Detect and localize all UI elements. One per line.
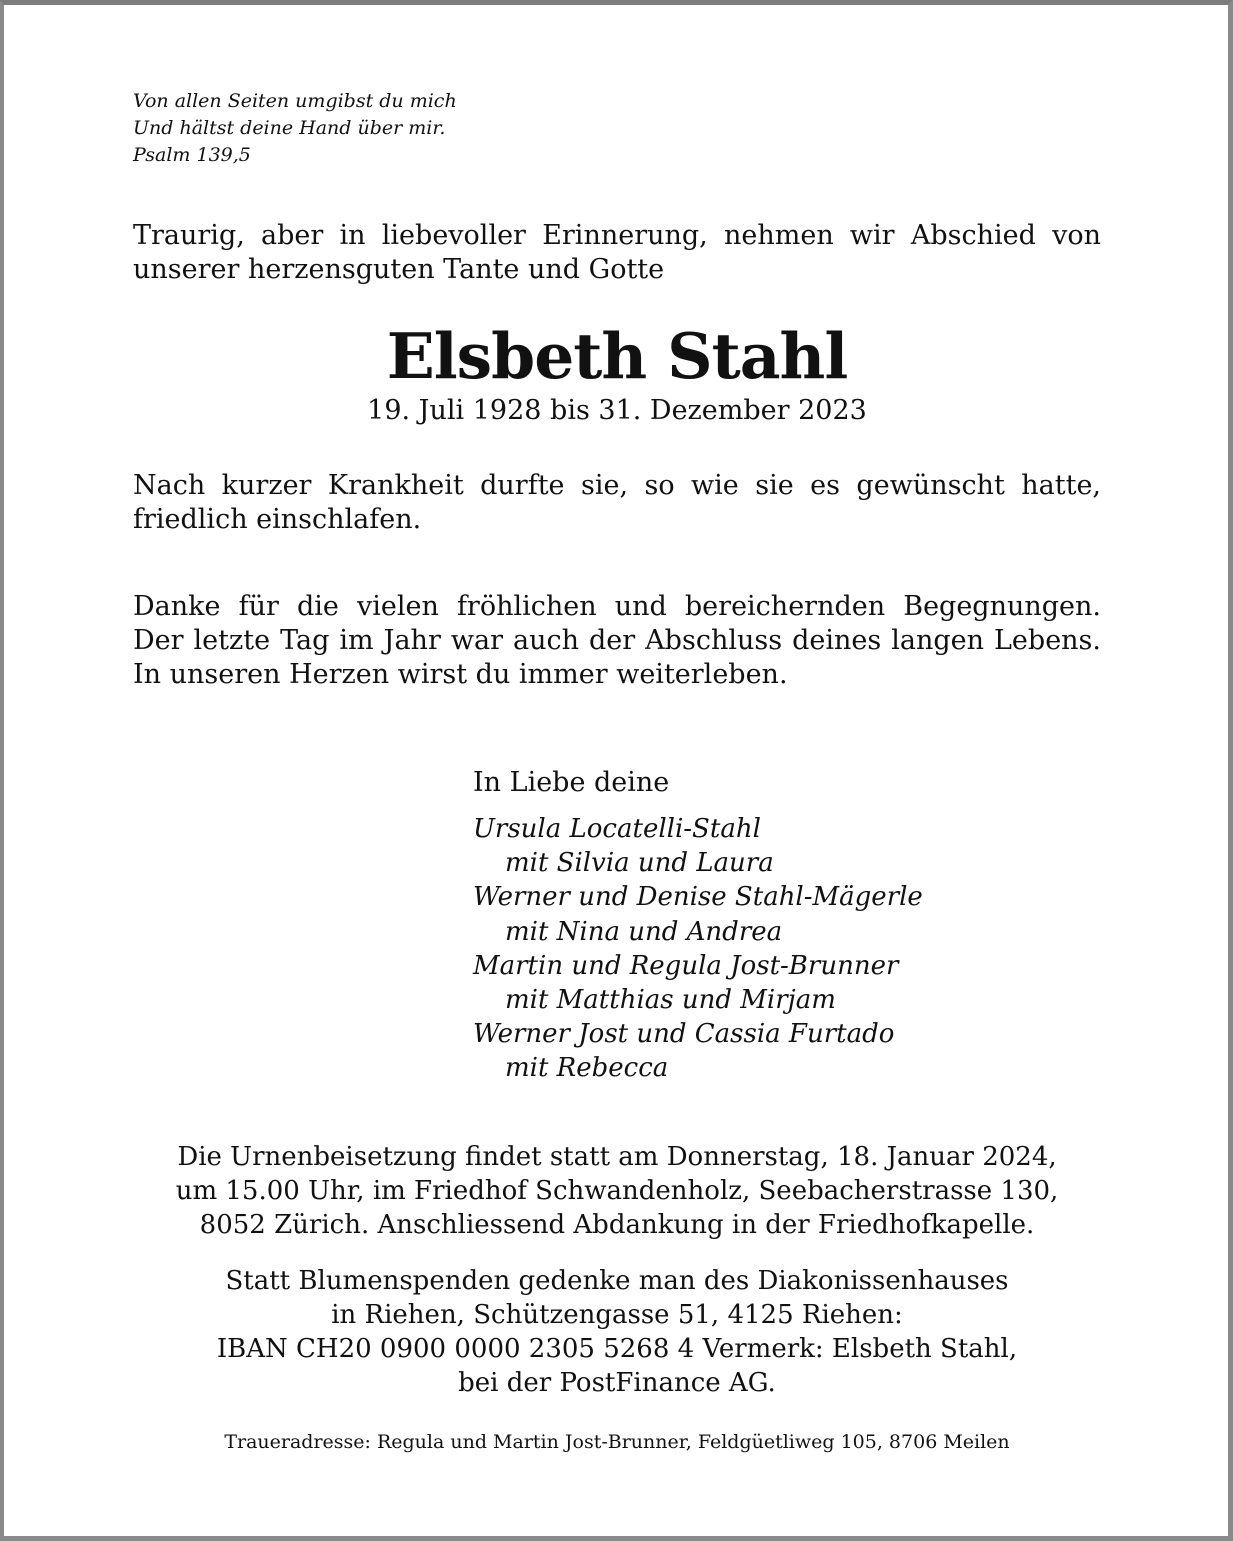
burial-line-3: 8052 Zürich. Anschliessend Abdankung in der Friedhofkapelle. [199, 1210, 1035, 1240]
illness-paragraph [133, 469, 1101, 537]
mourner-line: mit Nina und Andrea [505, 916, 783, 947]
verse-line-1: Von allen Seiten umgibst du mich [133, 90, 457, 112]
mourning-address: Traueradresse: Regula und Martin Jost-Brunner, Feldgüetliweg 105, 8706 Meilen [224, 1431, 1010, 1453]
donation-line-4: bei der PostFinance AG. [458, 1368, 776, 1398]
intro-paragraph [133, 219, 1101, 287]
mourners-intro: In Liebe deine [473, 767, 670, 798]
thanks-line-1: Danke für die vielen fröhlichen und bereichernden Begegnungen. [133, 591, 1101, 622]
illness-line-1: Nach kurzer Krankheit durfte sie, so wie sie es gewünscht hatte, [133, 470, 1101, 501]
mourner-line: mit Rebecca [505, 1053, 669, 1084]
thanks-paragraph [133, 590, 1101, 692]
burial-line-1: Die Urnenbeisetzung findet statt am Donnerstag, 18. Januar 2024, [177, 1142, 1057, 1172]
verse-source: Psalm 139,5 [133, 144, 251, 166]
thanks-line-3: In unseren Herzen wirst du immer weiterleben. [133, 659, 788, 690]
mourner-line: Werner und Denise Stahl-Mägerle [473, 882, 923, 913]
verse-line-2: Und hältst deine Hand über mir. [133, 117, 446, 139]
donation-line-1: Statt Blumenspenden gedenke man des Diakonissenhauses [225, 1266, 1009, 1296]
donation-line-3: IBAN CH20 0900 0000 2305 5268 4 Vermerk: Elsbeth Stahl, [216, 1334, 1018, 1364]
illness-line-2: friedlich einschlafen. [133, 504, 422, 535]
intro-line-2: unserer herzensguten Tante und Gotte [133, 254, 665, 285]
donation-notice [133, 1264, 1101, 1400]
intro-line-1: Traurig, aber in liebevoller Erinnerung, nehmen wir Abschied von [133, 220, 1101, 251]
bible-verse [133, 88, 1101, 169]
mourners-list [473, 766, 1073, 1086]
mourner-line: Martin und Regula Jost-Brunner [473, 950, 899, 981]
thanks-line-2: Der letzte Tag im Jahr war auch der Abschluss deines langen Lebens. [133, 625, 1101, 656]
mourner-line: mit Matthias und Mirjam [505, 985, 836, 1016]
mourner-line: Ursula Locatelli-Stahl [473, 814, 761, 844]
deceased-name: Elsbeth Stahl [386, 319, 848, 393]
donation-line-2: in Riehen, Schützengasse 51, 4125 Riehen: [331, 1300, 903, 1330]
burial-notice [133, 1140, 1101, 1242]
mourner-line: mit Silvia und Laura [505, 848, 774, 879]
mourner-line: Werner Jost und Cassia Furtado [473, 1019, 895, 1050]
life-dates: 19. Juli 1928 bis 31. Dezember 2023 [367, 395, 867, 426]
burial-line-2: um 15.00 Uhr, im Friedhof Schwandenholz, Seebacherstrasse 130, [175, 1176, 1059, 1206]
obituary-body [133, 88, 1101, 692]
